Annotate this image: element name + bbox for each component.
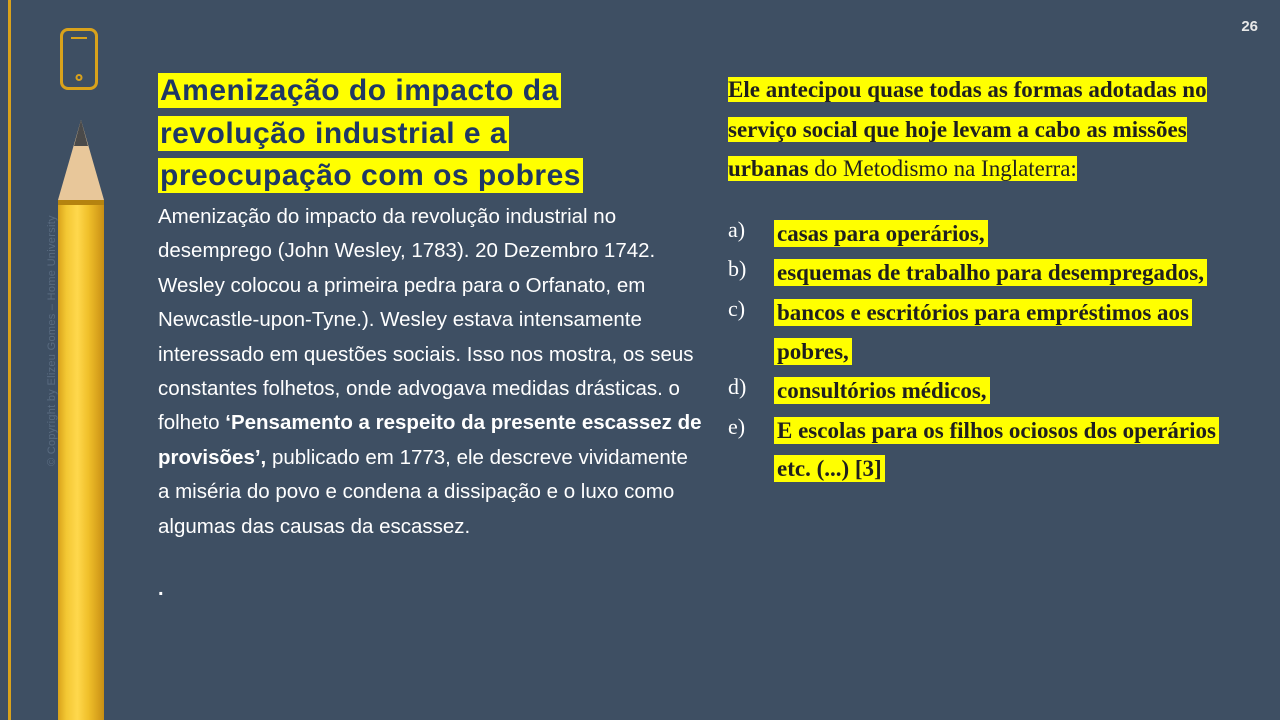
list-item	[728, 372, 1228, 411]
title-line-1: Amenização do impacto da	[160, 74, 559, 107]
body-text-part1: Amenização do impacto da revolução industrial no desemprego (John Wesley, 1783). 20 Dezembro 1742. Wesley colocou a primeira pedra para o Orfanato, em Newcastle-upon-Tyne.). Wesley estava intensamente interessado em questões sociais. Isso nos mostra, os seus constantes folhetos, onde advogava medidas drásticas. o folheto	[158, 204, 694, 435]
list-item-text	[774, 294, 1228, 371]
body-text-part2: publicado em 1773, ele descreve vividamente a miséria do povo e condena a dissipação e o luxo como algumas das causas da escassez.	[158, 445, 688, 538]
title-line-3: preocupação com os pobres	[160, 159, 581, 193]
trailing-dot: .	[158, 578, 164, 601]
list-item-marker: a)	[728, 216, 746, 242]
accent-line	[8, 0, 11, 720]
list-item-text	[774, 215, 1228, 254]
list-item	[728, 294, 1228, 371]
left-decoration-band	[0, 0, 130, 720]
list-item-text-inner: esquemas de trabalho para desempregados,	[774, 259, 1207, 286]
list-item-text-inner: casas para operários,	[774, 220, 988, 247]
right-list	[728, 215, 1228, 489]
list-item-text	[774, 254, 1228, 293]
list-item-marker: b)	[728, 256, 747, 282]
title-line-2: revolução industrial e a	[160, 116, 508, 150]
copyright-text: © Copyright by Elizeu Gomes – Home University	[46, 215, 58, 466]
right-intro-plain: do Metodismo na Inglaterra:	[808, 156, 1077, 182]
list-item-marker: c)	[728, 295, 746, 321]
list-item	[728, 412, 1228, 489]
body-text-bold: ‘Pensamento a respeito da presente escassez de provisões’,	[158, 411, 702, 469]
pencil-lead	[74, 120, 88, 146]
page-title	[158, 70, 703, 198]
list-item-text	[774, 372, 1228, 411]
list-item-text-inner: consultórios médicos,	[774, 377, 990, 404]
pencil-body	[58, 200, 104, 720]
list-item-marker: d)	[728, 374, 747, 400]
list-item	[728, 215, 1228, 254]
left-column	[158, 70, 703, 601]
right-intro-paragraph	[728, 70, 1228, 189]
list-item-text-inner: E escolas para os filhos ociosos dos operários etc. (...) [3]	[774, 417, 1219, 483]
phone-icon	[60, 28, 98, 90]
list-item-text-inner: bancos e escritórios para empréstimos aos pobres,	[774, 299, 1192, 365]
page-number: 26	[1241, 18, 1258, 35]
list-item-text	[774, 412, 1228, 489]
list-item	[728, 254, 1228, 293]
pencil-icon	[58, 120, 104, 720]
left-body-paragraph	[158, 200, 703, 544]
list-item-marker: e)	[728, 413, 746, 439]
right-column	[728, 70, 1228, 490]
right-intro-highlighted: Ele antecipou quase todas as formas adotadas no serviço social que hoje levam a cabo as missões urbanas	[728, 77, 1207, 182]
